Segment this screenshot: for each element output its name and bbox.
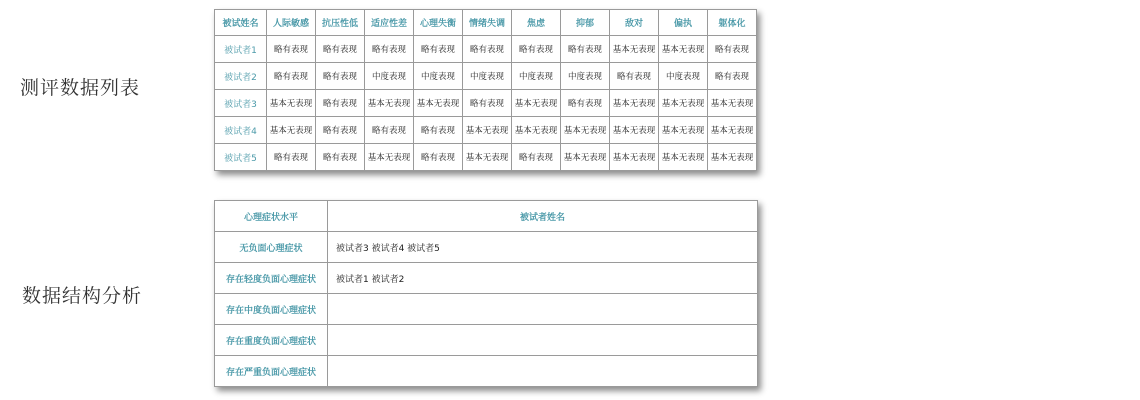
table-row [215, 36, 757, 63]
table-cell: 基本无表现 [708, 117, 757, 144]
table-cell: 基本无表现 [561, 144, 610, 171]
symptom-level-cell: 存在轻度负面心理症状 [215, 263, 328, 294]
table1-title: 测评数据列表 [20, 77, 141, 99]
table-cell: 略有表现 [316, 63, 365, 90]
column-header: 被试姓名 [215, 10, 267, 36]
column-header: 偏执 [659, 10, 708, 36]
subject-names-cell [328, 325, 758, 356]
table-cell: 基本无表现 [708, 144, 757, 171]
column-header: 心理失衡 [414, 10, 463, 36]
table-cell: 基本无表现 [512, 90, 561, 117]
column-header: 焦虑 [512, 10, 561, 36]
table-cell: 略有表现 [316, 36, 365, 63]
table-cell: 中度表现 [365, 63, 414, 90]
table-cell: 略有表现 [561, 36, 610, 63]
table-cell: 基本无表现 [414, 90, 463, 117]
column-header: 敌对 [610, 10, 659, 36]
table-cell: 基本无表现 [610, 90, 659, 117]
table-cell: 略有表现 [512, 36, 561, 63]
subject-names-cell: 被试者1 被试者2 [328, 263, 758, 294]
symptom-level-cell: 存在重度负面心理症状 [215, 325, 328, 356]
table-cell: 略有表现 [463, 36, 512, 63]
table-cell: 略有表现 [708, 36, 757, 63]
table-cell: 略有表现 [512, 144, 561, 171]
subject-names-cell [328, 356, 758, 387]
table-cell: 基本无表现 [267, 90, 316, 117]
table-cell: 略有表现 [463, 90, 512, 117]
table-cell: 略有表现 [316, 117, 365, 144]
subject-names-cell [328, 294, 758, 325]
table-cell: 略有表现 [365, 36, 414, 63]
table-row [215, 356, 758, 387]
symptom-level-cell: 存在严重负面心理症状 [215, 356, 328, 387]
table2-title: 数据结构分析 [22, 285, 143, 307]
column-header: 适应性差 [365, 10, 414, 36]
subject-name-cell: 被试者1 [215, 36, 267, 63]
table-cell: 基本无表现 [463, 144, 512, 171]
structure-analysis-table [214, 200, 758, 387]
table-cell: 略有表现 [267, 63, 316, 90]
table-row [215, 90, 757, 117]
table-row [215, 232, 758, 263]
table-cell: 中度表现 [561, 63, 610, 90]
subject-name-cell: 被试者4 [215, 117, 267, 144]
table-cell: 基本无表现 [659, 117, 708, 144]
table-row [215, 144, 757, 171]
table-cell: 基本无表现 [659, 90, 708, 117]
assessment-data-table [214, 9, 757, 171]
table-row [215, 294, 758, 325]
subject-name-cell: 被试者3 [215, 90, 267, 117]
table-row [215, 63, 757, 90]
subject-name-cell: 被试者5 [215, 144, 267, 171]
column-header: 情绪失调 [463, 10, 512, 36]
table-cell: 中度表现 [512, 63, 561, 90]
symptom-level-cell: 存在中度负面心理症状 [215, 294, 328, 325]
table-row [215, 263, 758, 294]
column-header: 被试者姓名 [328, 201, 758, 232]
table-cell: 中度表现 [659, 63, 708, 90]
table-header-row [215, 10, 757, 36]
table-cell: 基本无表现 [267, 117, 316, 144]
table-cell: 基本无表现 [610, 36, 659, 63]
table-cell: 基本无表现 [463, 117, 512, 144]
table-cell: 略有表现 [414, 144, 463, 171]
table-cell: 基本无表现 [512, 117, 561, 144]
table-cell: 略有表现 [414, 117, 463, 144]
table-cell: 基本无表现 [561, 117, 610, 144]
table-cell: 略有表现 [316, 144, 365, 171]
column-header: 躯体化 [708, 10, 757, 36]
table-cell: 中度表现 [414, 63, 463, 90]
column-header: 人际敏感 [267, 10, 316, 36]
table-cell: 略有表现 [365, 117, 414, 144]
table-cell: 略有表现 [561, 90, 610, 117]
column-header: 抗压性低 [316, 10, 365, 36]
table-cell: 略有表现 [610, 63, 659, 90]
table-cell: 略有表现 [708, 63, 757, 90]
column-header: 心理症状水平 [215, 201, 328, 232]
table-cell: 略有表现 [267, 36, 316, 63]
table-cell: 略有表现 [267, 144, 316, 171]
table-cell: 基本无表现 [365, 144, 414, 171]
column-header: 抑郁 [561, 10, 610, 36]
table-cell: 基本无表现 [365, 90, 414, 117]
table-row [215, 325, 758, 356]
table-cell: 略有表现 [414, 36, 463, 63]
table-cell: 基本无表现 [610, 144, 659, 171]
table-row [215, 117, 757, 144]
table-cell: 基本无表现 [708, 90, 757, 117]
table-cell: 略有表现 [316, 90, 365, 117]
table-cell: 基本无表现 [659, 144, 708, 171]
table-header-row [215, 201, 758, 232]
subject-names-cell: 被试者3 被试者4 被试者5 [328, 232, 758, 263]
subject-name-cell: 被试者2 [215, 63, 267, 90]
table-cell: 中度表现 [463, 63, 512, 90]
table-cell: 基本无表现 [659, 36, 708, 63]
table-cell: 基本无表现 [610, 117, 659, 144]
symptom-level-cell: 无负面心理症状 [215, 232, 328, 263]
